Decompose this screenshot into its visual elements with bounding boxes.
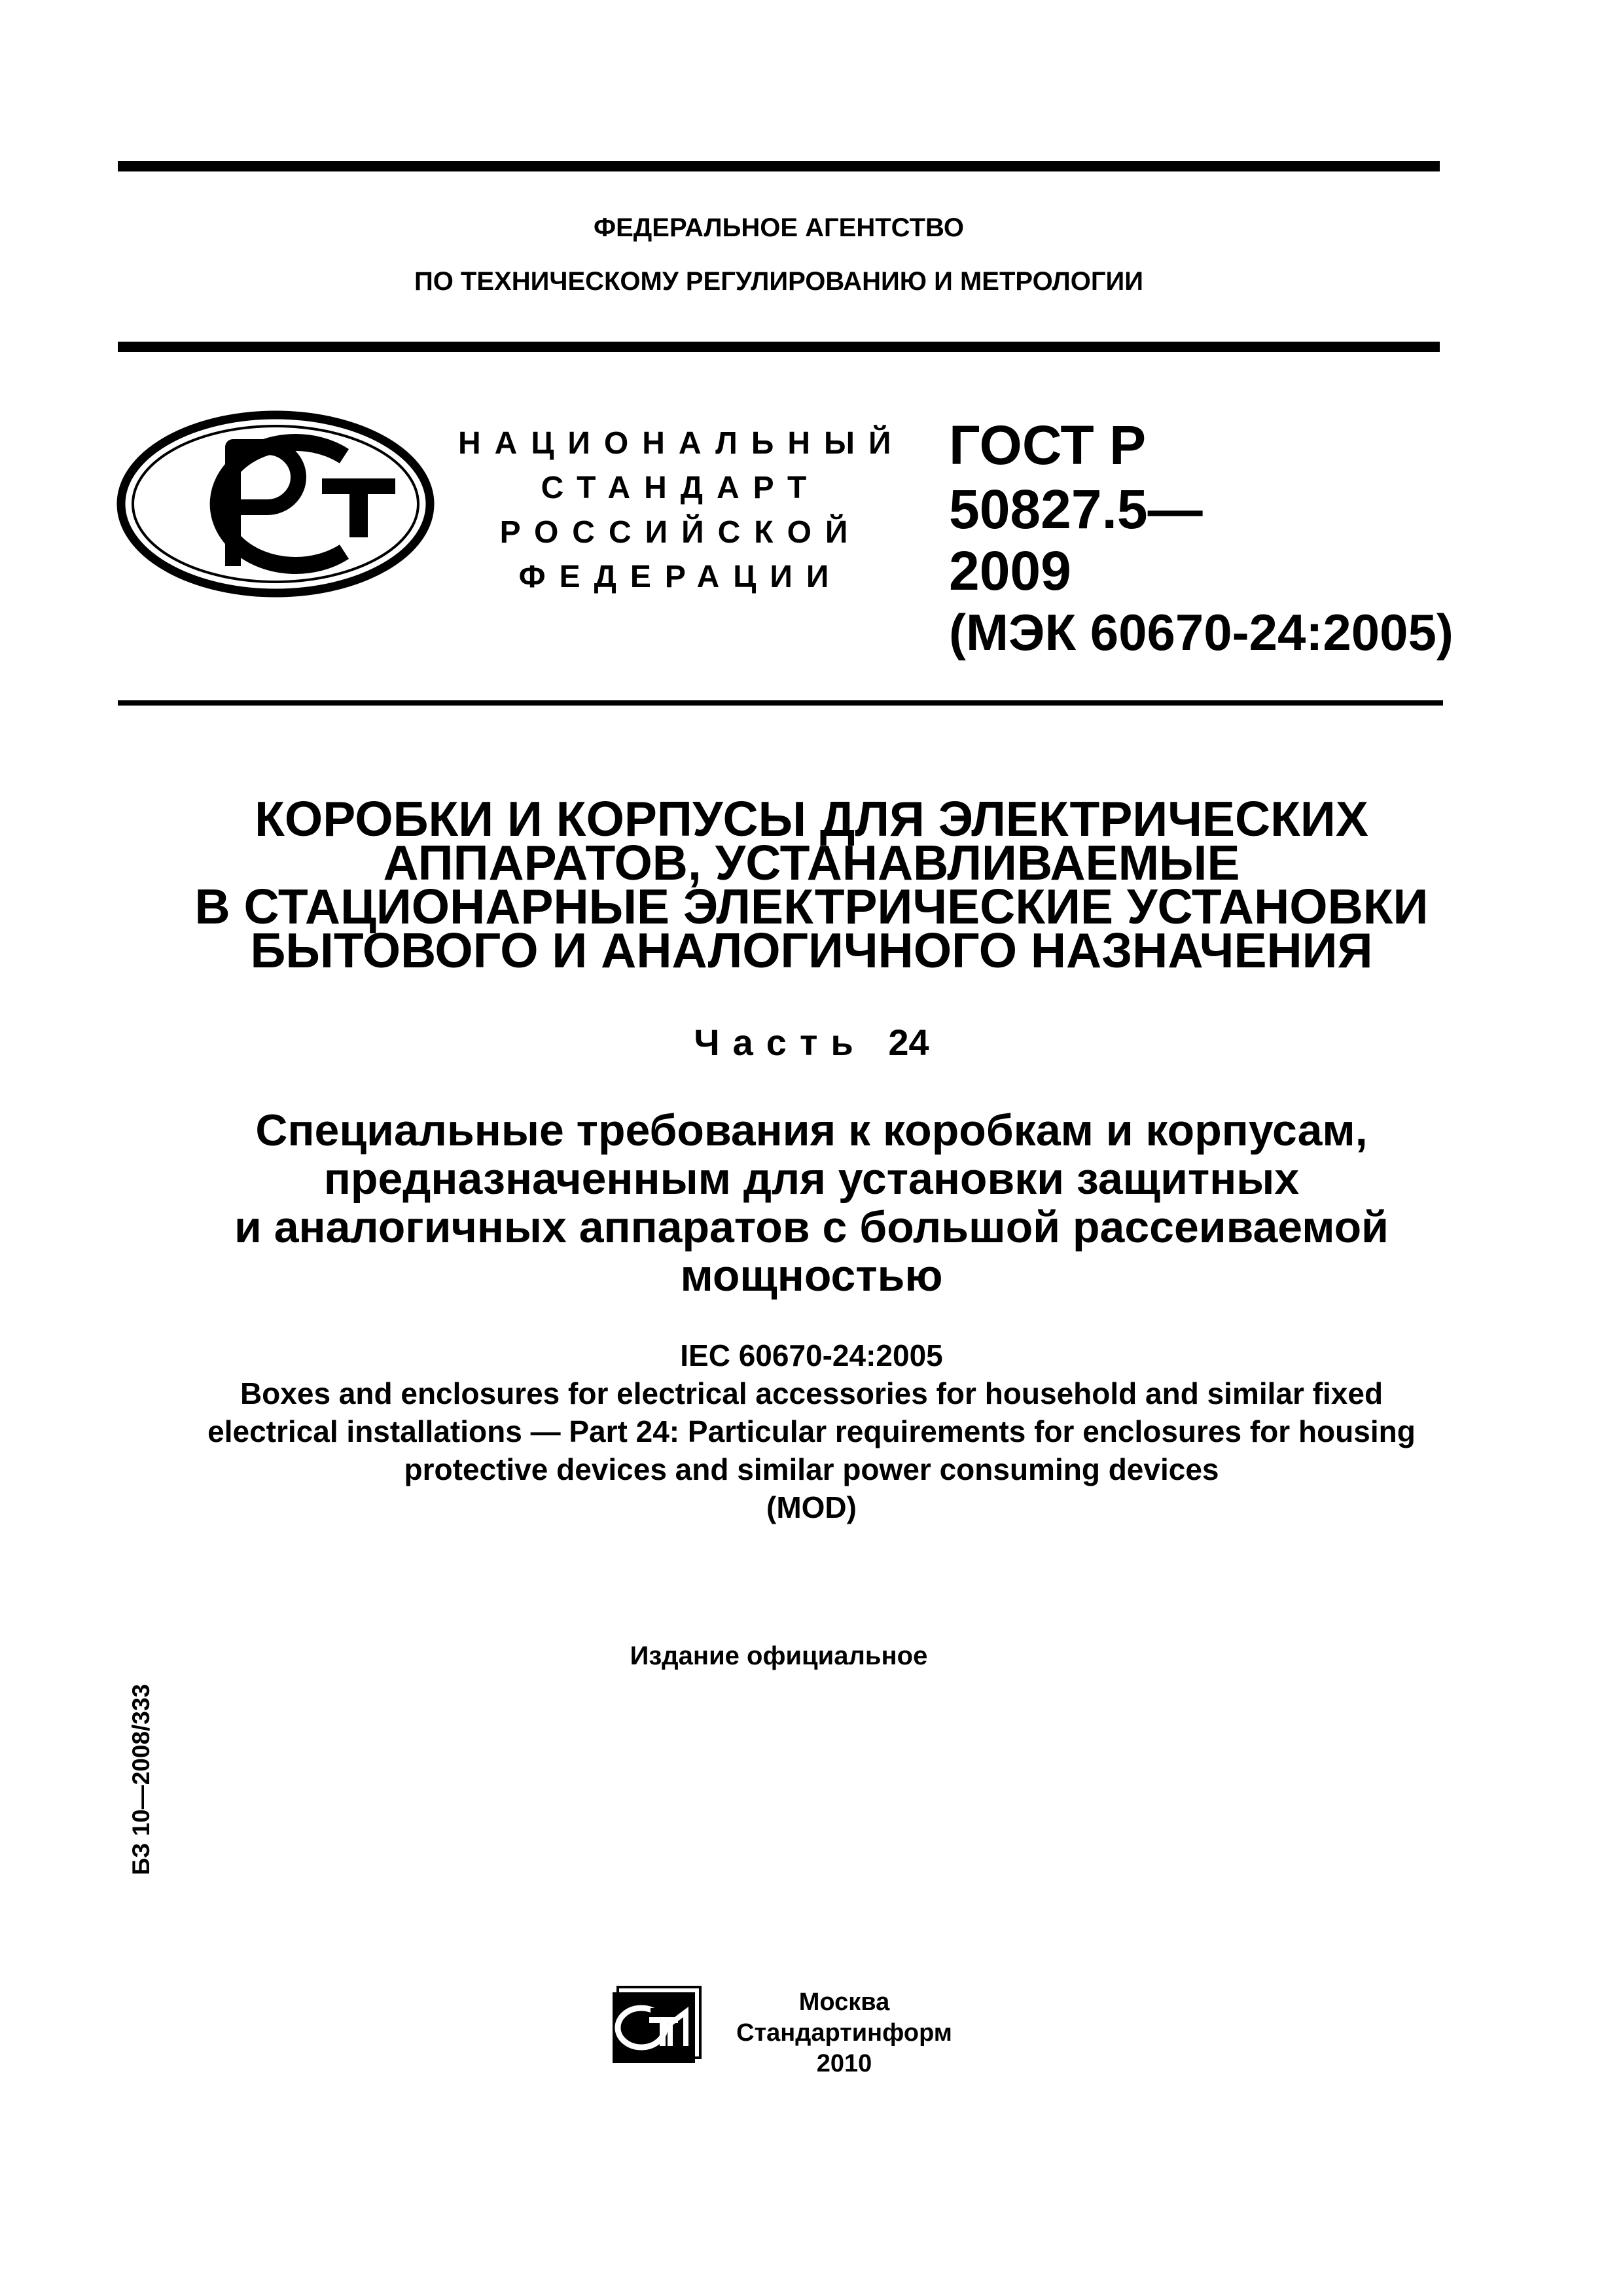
iec-line-1: IEC 60670-24:2005 xyxy=(680,1338,943,1372)
rst-logo-icon xyxy=(115,409,436,599)
standartinform-logo-icon xyxy=(607,1983,705,2067)
header-rule xyxy=(118,342,1440,352)
designation-line-1: ГОСТ Р xyxy=(949,414,1147,476)
part-heading xyxy=(79,1021,1544,1064)
agency-line-1: ФЕДЕРАЛЬНОЕ АГЕНТСТВО xyxy=(593,213,965,242)
designation-line-4: (МЭК 60670-24:2005) xyxy=(949,603,1454,661)
publisher-city: Москва xyxy=(798,1988,890,2016)
subtitle-line-4: мощностью xyxy=(680,1251,943,1300)
title-line-4: БЫТОВОГО И АНАЛОГИЧНОГО НАЗНАЧЕНИЯ xyxy=(250,923,1373,978)
publisher-name: Стандартинформ xyxy=(736,2019,952,2047)
national-standard-line-3: РОССИЙСКОЙ xyxy=(499,515,862,550)
title-line-2: АППАРАТОВ, УСТАНАВЛИВАЕМЫЕ xyxy=(383,835,1240,890)
title-line-1: КОРОБКИ И КОРПУСЫ ДЛЯ ЭЛЕКТРИЧЕСКИХ xyxy=(255,791,1368,846)
iec-line-2: Boxes and enclosures for electrical accessories for household and similar fixed xyxy=(240,1376,1383,1410)
title-line-3: В СТАЦИОНАРНЫЕ ЭЛЕКТРИЧЕСКИЕ УСТАНОВКИ xyxy=(194,879,1429,934)
national-standard-line-4: ФЕДЕРАЦИИ xyxy=(518,560,843,594)
iec-line-3: electrical installations — Part 24: Particular requirements for enclosures for housing xyxy=(207,1414,1416,1448)
national-standard-line-1: НАЦИОНАЛЬНЫЙ xyxy=(458,426,905,461)
national-standard-line-2: СТАНДАРТ xyxy=(541,471,821,505)
publisher-year: 2010 xyxy=(816,2050,872,2077)
top-rule xyxy=(118,161,1440,171)
iec-line-4: protective devices and similar power consuming devices xyxy=(404,1452,1219,1486)
bz-number: БЗ 10—2008/333 xyxy=(128,1683,154,1875)
subtitle-line-3: и аналогичных аппаратов с большой рассеиваемой xyxy=(234,1202,1389,1252)
iec-line-5: (MOD) xyxy=(766,1490,857,1524)
designation-line-3: 2009 xyxy=(949,540,1071,601)
subtitle-line-1: Специальные требования к коробкам и корпусам, xyxy=(255,1105,1368,1155)
designation-rule xyxy=(118,700,1443,706)
part-number: 24 xyxy=(888,1022,929,1063)
subtitle-line-2: предназначенным для установки защитных xyxy=(323,1154,1300,1204)
agency-line-2: ПО ТЕХНИЧЕСКОМУ РЕГУЛИРОВАНИЮ И МЕТРОЛОГИИ xyxy=(414,267,1144,296)
designation-line-2: 50827.5— xyxy=(949,478,1203,540)
edition-label: Издание официальное xyxy=(630,1641,928,1670)
part-word: Часть xyxy=(694,1022,866,1063)
